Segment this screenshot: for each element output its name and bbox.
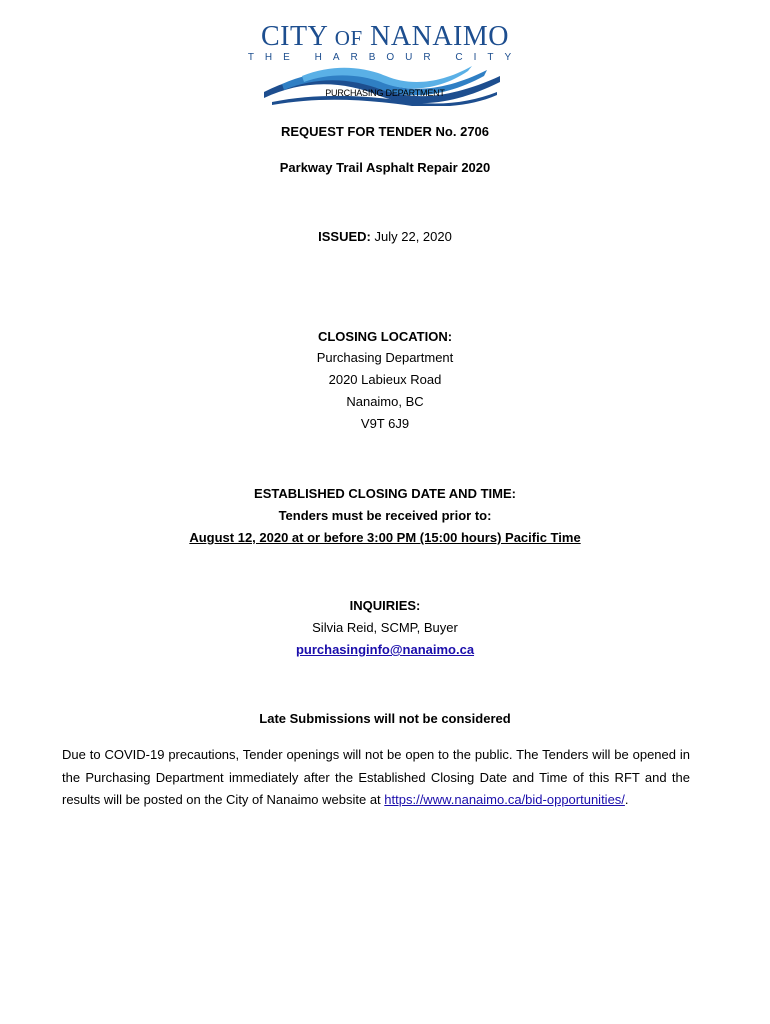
issued-line — [0, 229, 770, 245]
inquiries-heading: INQUIRIES: — [349, 598, 421, 613]
logo-of-word: OF — [334, 26, 363, 50]
inquiries-contact: Silvia Reid, SCMP, Buyer — [312, 620, 458, 635]
closing-location-heading: CLOSING LOCATION: — [317, 329, 453, 344]
department-label: PURCHASING DEPARTMENT — [325, 88, 445, 98]
tender-title: REQUEST FOR TENDER No. 2706 — [280, 124, 490, 139]
issued-date: July 22, 2020 — [374, 229, 452, 244]
issued-label: ISSUED: — [318, 229, 371, 244]
logo-title — [0, 22, 770, 53]
covid-notice-paragraph — [62, 744, 690, 812]
bid-opportunities-link[interactable]: https://www.nanaimo.ca/bid-opportunities/ — [384, 792, 625, 807]
closing-deadline: August 12, 2020 at or before 3:00 PM (15:00 hours) Pacific Time — [189, 530, 581, 545]
notice-body-text: Due to COVID-19 precautions, Tender openings will not be open to the public. The Tenders will be opened in the Purchasing Department immediately after the Established Closing Date and Time of this RFT and the results will be posted on the City of Nanaimo website at — [62, 747, 690, 807]
late-submissions-notice: Late Submissions will not be considered — [259, 711, 511, 726]
logo-tagline: THE HARBOUR CITY — [247, 52, 523, 63]
closing-time-subheading: Tenders must be received prior to: — [278, 508, 492, 523]
waves-icon — [262, 62, 502, 106]
closing-time-heading: ESTABLISHED CLOSING DATE AND TIME: — [254, 486, 516, 501]
closing-location-line: 2020 Labieux Road — [328, 372, 442, 387]
logo-name-word: NANAIMO — [370, 21, 509, 52]
notice-end-punctuation: . — [624, 792, 629, 807]
email-link[interactable]: purchasinginfo@nanaimo.ca — [295, 642, 475, 657]
logo-city-word: CITY — [261, 21, 328, 52]
closing-location-line: V9T 6J9 — [360, 416, 410, 431]
project-name: Parkway Trail Asphalt Repair 2020 — [279, 160, 491, 175]
closing-location-line: Purchasing Department — [316, 350, 454, 365]
closing-location-line: Nanaimo, BC — [346, 394, 424, 409]
inquiries-email-line — [0, 642, 770, 658]
